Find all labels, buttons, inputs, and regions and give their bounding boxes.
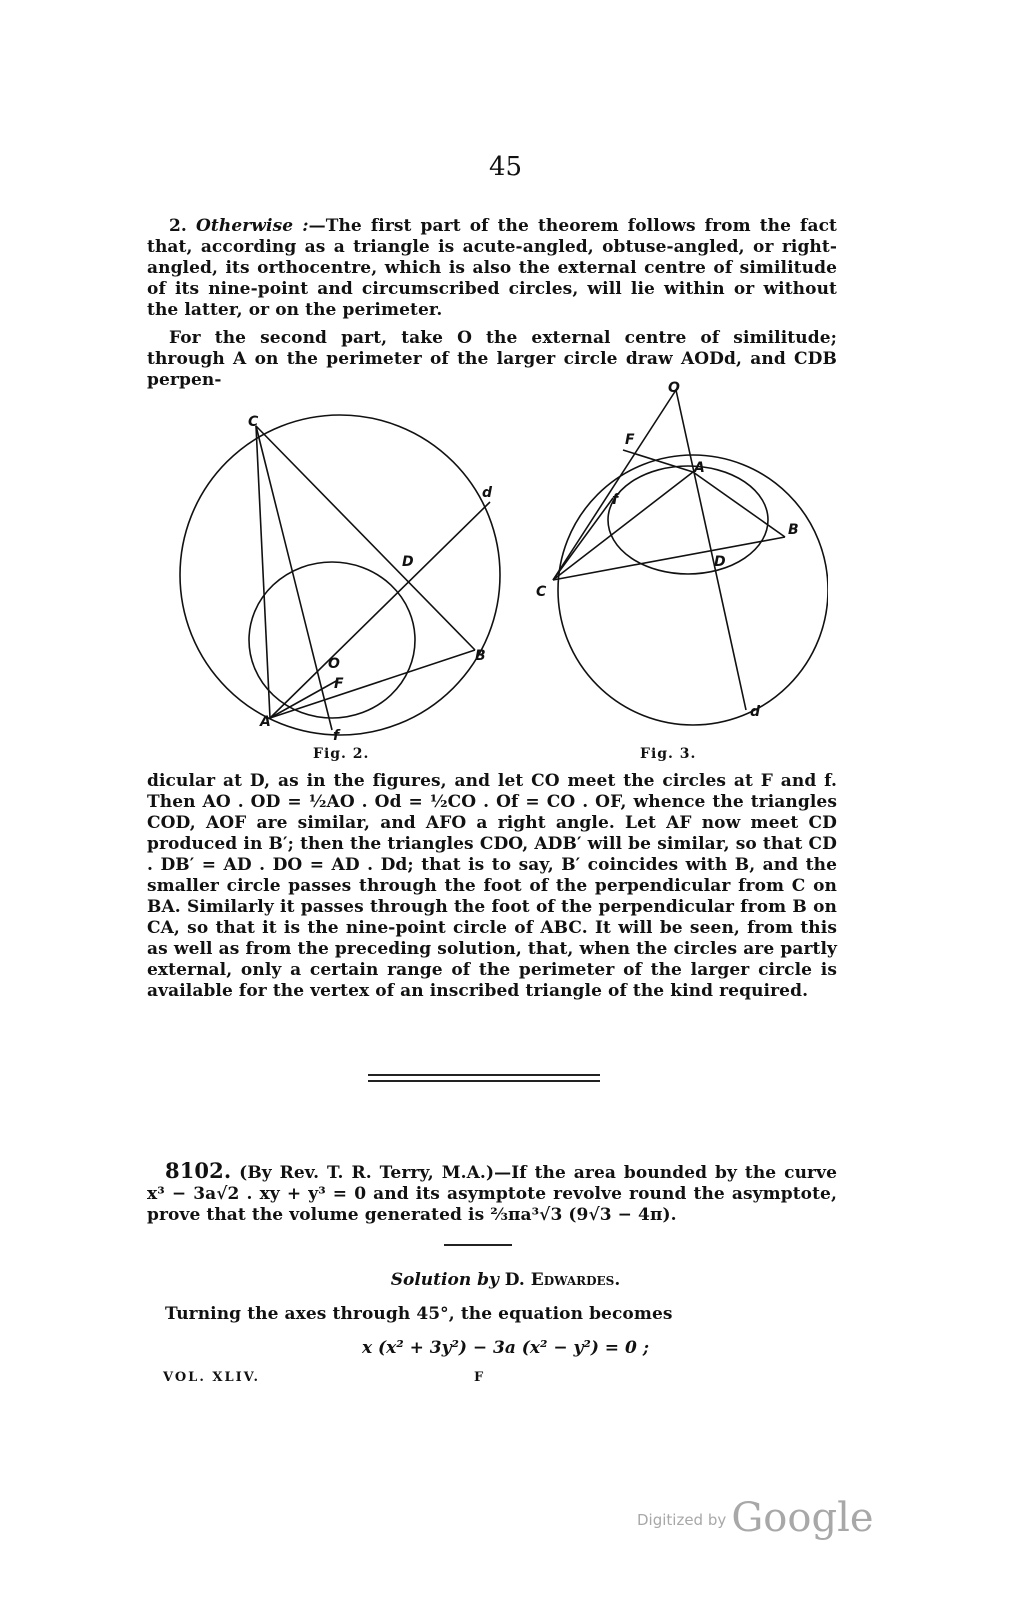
fig3-label-f: F (625, 432, 635, 448)
solution-label: Solution by (390, 1270, 499, 1290)
footer-signature: F (474, 1370, 484, 1385)
fig3-caption: Fig. 3. (640, 746, 697, 762)
page-number: 45 (488, 152, 523, 182)
fig3-label-a: A (694, 460, 705, 476)
figure-2 (170, 400, 510, 749)
digitized-watermark (637, 1495, 874, 1541)
problem-text: —If the area bounded by the curve x³ − 3a√2 . xy + y³ = 0 and its asymptote revolve round the asymptote, prove that the volume generated is ⅔πa³√3 (9√3 − 4π). (147, 1163, 837, 1225)
fig2-label-f-small: f (333, 728, 340, 744)
otherwise-text: —The first part of the theorem follows from the fact that, according as a triangle is acute-angled, obtuse-angled, or right-angled, its orthocentre, which is also the external centre of similitude of its nine-point and circumscribed circles, will lie within or without the latter, or on the perimeter. (147, 216, 837, 320)
fig3-label-c: C (536, 584, 547, 600)
solution-author: D. Edwardes. (504, 1270, 621, 1290)
fig3-label-f-small: f (612, 492, 619, 508)
fig2-label-b: B (475, 648, 486, 664)
figure-3-drawing (528, 380, 828, 730)
continuation-paragraph: dicular at D, as in the figures, and let CO meet the circles at F and f. Then AO . OD = ½AO . Od = ½CO . Of = CO . OF, whence the triangles COD, AOF are similar, and AFO a right angle. Let AF now meet CD produced in B′; then the triangles CDO, ADB′ will be similar, so that CD . DB′ = AD . DO = AD . Dd; that is to say, B′ coincides with B, and the smaller circle passes through the foot of the perpendicular from C on BA. Similarly it passes through the foot of the perpendicular from B on CA, so that it is the nine-point circle of ABC. It will be seen, from this as well as from the preceding solution, that, when the circles are partly external, only a certain range of the perimeter of the larger circle is available for the vertex of an inscribed triangle of the kind required. (147, 771, 837, 1001)
otherwise-paragraph (147, 216, 837, 321)
section-rule-bottom (368, 1080, 600, 1082)
fig3-circumcircle (558, 455, 828, 725)
figure-2-drawing (170, 400, 510, 745)
fig3-label-d-small: d (750, 704, 761, 720)
transformed-equation: x (x² + 3y²) − 3a (x² − y²) = 0 ; (362, 1338, 649, 1358)
fig2-nine-point-circle (249, 562, 415, 718)
fig2-label-d-small: d (482, 485, 493, 501)
fig2-label-o: O (328, 656, 340, 672)
problem-author: (By Rev. T. R. Terry, M.A.) (239, 1163, 495, 1183)
fig3-label-d: D (714, 554, 726, 570)
fig3-label-b: B (788, 522, 799, 538)
section-rule-top (368, 1074, 600, 1076)
fig2-label-a: A (260, 714, 271, 730)
fig2-label-d: D (402, 554, 414, 570)
problem-number: 8102. (165, 1158, 232, 1183)
solution-heading (0, 1270, 1011, 1290)
watermark-prefix: Digitized by (637, 1511, 727, 1529)
second-part-paragraph: For the second part, take O the external centre of similitude; through A on the perimeter of the larger circle draw AODd, and CDB perpen- (147, 328, 837, 390)
turning-paragraph: Turning the axes through 45°, the equation becomes (165, 1304, 673, 1324)
problem-paragraph (147, 1160, 837, 1226)
otherwise-label: Otherwise : (196, 216, 309, 236)
fig3-label-o: O (668, 380, 680, 396)
fig2-label-c: C (248, 414, 259, 430)
solution-rule (444, 1244, 512, 1246)
fig2-label-f: F (334, 676, 344, 692)
watermark-brand: Google (731, 1495, 874, 1541)
otherwise-number: 2. (169, 216, 187, 236)
fig2-caption: Fig. 2. (313, 746, 370, 762)
footer-volume: VOL. XLIV. (163, 1370, 261, 1385)
figure-3 (528, 380, 828, 734)
